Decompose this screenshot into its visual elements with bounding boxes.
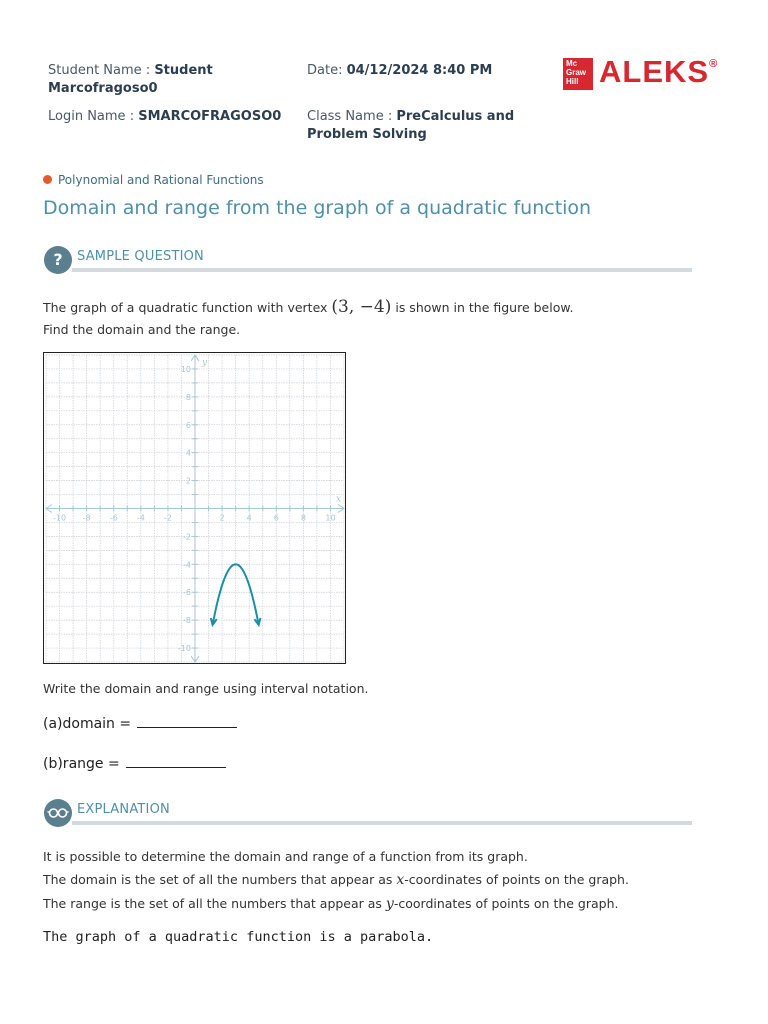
x-tick-label: 6 — [273, 513, 279, 523]
explanation-label: EXPLANATION — [77, 802, 170, 817]
date — [307, 62, 547, 80]
explanation-line-3-pre: The range is the set of all the numbers that appear as — [43, 896, 386, 911]
x-tick-label: -4 — [136, 513, 145, 523]
logo-line-2: Graw — [566, 68, 587, 77]
quadratic-graph — [43, 352, 347, 665]
x-tick-label: -2 — [163, 513, 172, 523]
explanation-line-2 — [43, 870, 629, 890]
logo-line-3: Hill — [566, 77, 579, 86]
x-tick-label: 10 — [325, 513, 336, 523]
mcgraw-hill-logo-box — [563, 58, 593, 90]
question-icon: ? — [44, 246, 72, 274]
logo-line-1: Mc — [566, 59, 578, 68]
class-label: Class Name : — [307, 109, 397, 124]
explanation-line-1: It is possible to determine the domain and range of a function from its graph. — [43, 849, 528, 864]
y-tick-label: 6 — [185, 420, 191, 430]
explanation-line-3-post: -coordinates of points on the graph. — [393, 896, 619, 911]
aleks-brand: ALEKS — [599, 54, 710, 89]
class-name — [307, 108, 547, 144]
range-blank[interactable] — [126, 755, 226, 768]
question-text-post: is shown in the figure below. — [391, 300, 574, 315]
x-tick-label: -6 — [109, 513, 118, 523]
y-variable: y — [385, 896, 394, 912]
question-text-pre: The graph of a quadratic function with vertex — [43, 300, 332, 315]
breadcrumb[interactable]: Polynomial and Rational Functions — [58, 173, 264, 187]
domain-blank[interactable] — [137, 715, 237, 728]
login-label: Login Name : — [48, 109, 139, 124]
student-name-value: Student — [154, 63, 213, 78]
range-answer — [43, 755, 226, 772]
section-divider — [72, 268, 692, 272]
registered-mark: ® — [709, 58, 719, 70]
y-tick-label: 10 — [180, 364, 191, 374]
explanation-line-2-pre: The domain is the set of all the numbers that appear as — [43, 872, 397, 887]
topic-dot-icon — [43, 175, 52, 184]
login-name — [48, 108, 288, 126]
y-tick-label: -6 — [183, 588, 191, 598]
page-title: Domain and range from the graph of a quadratic function — [43, 197, 592, 219]
student-name-value-2: Marcofragoso0 — [48, 81, 158, 96]
x-tick-label: 4 — [246, 513, 252, 523]
x-tick-label: -10 — [53, 513, 67, 523]
question-line-2: Find the domain and the range. — [43, 322, 241, 337]
x-axis-label: x — [336, 494, 342, 505]
vertex-value: (3, −4) — [331, 297, 392, 317]
y-tick-label: -10 — [177, 644, 191, 654]
x-tick-label: 8 — [300, 513, 306, 523]
y-axis-label: y — [202, 358, 208, 368]
range-label: (b)range = — [43, 756, 120, 772]
student-name — [48, 62, 288, 98]
y-tick-label: 2 — [185, 476, 191, 486]
explanation-line-3 — [43, 894, 619, 914]
class-value-2: Problem Solving — [307, 127, 427, 142]
explanation-line-4: The graph of a quadratic function is a parabola. — [43, 929, 434, 945]
y-tick-label: -2 — [183, 532, 191, 542]
date-value: 04/12/2024 8:40 PM — [346, 63, 493, 78]
explanation-divider — [72, 821, 692, 825]
instruction-text: Write the domain and range using interval notation. — [43, 681, 369, 696]
date-label: Date: — [307, 63, 347, 78]
question-line-1 — [43, 298, 573, 317]
class-value: PreCalculus and — [396, 109, 515, 124]
student-name-label: Student Name : — [48, 63, 155, 78]
y-tick-label: 4 — [185, 448, 191, 458]
y-tick-label: -4 — [183, 560, 191, 570]
y-tick-label: -8 — [183, 616, 191, 626]
y-tick-label: 8 — [185, 392, 191, 402]
x-variable: x — [396, 872, 405, 888]
glasses-icon-svg — [44, 799, 72, 827]
glasses-icon — [44, 799, 72, 827]
domain-answer — [43, 715, 237, 732]
login-value: SMARCOFRAGOSO0 — [138, 109, 282, 124]
x-tick-label: 2 — [219, 513, 225, 523]
sample-question-label: SAMPLE QUESTION — [77, 249, 204, 264]
explanation-line-2-post: -coordinates of points on the graph. — [404, 872, 629, 887]
domain-label: (a)domain = — [43, 716, 132, 732]
aleks-wordmark — [599, 54, 718, 90]
x-tick-label: -8 — [82, 513, 91, 523]
